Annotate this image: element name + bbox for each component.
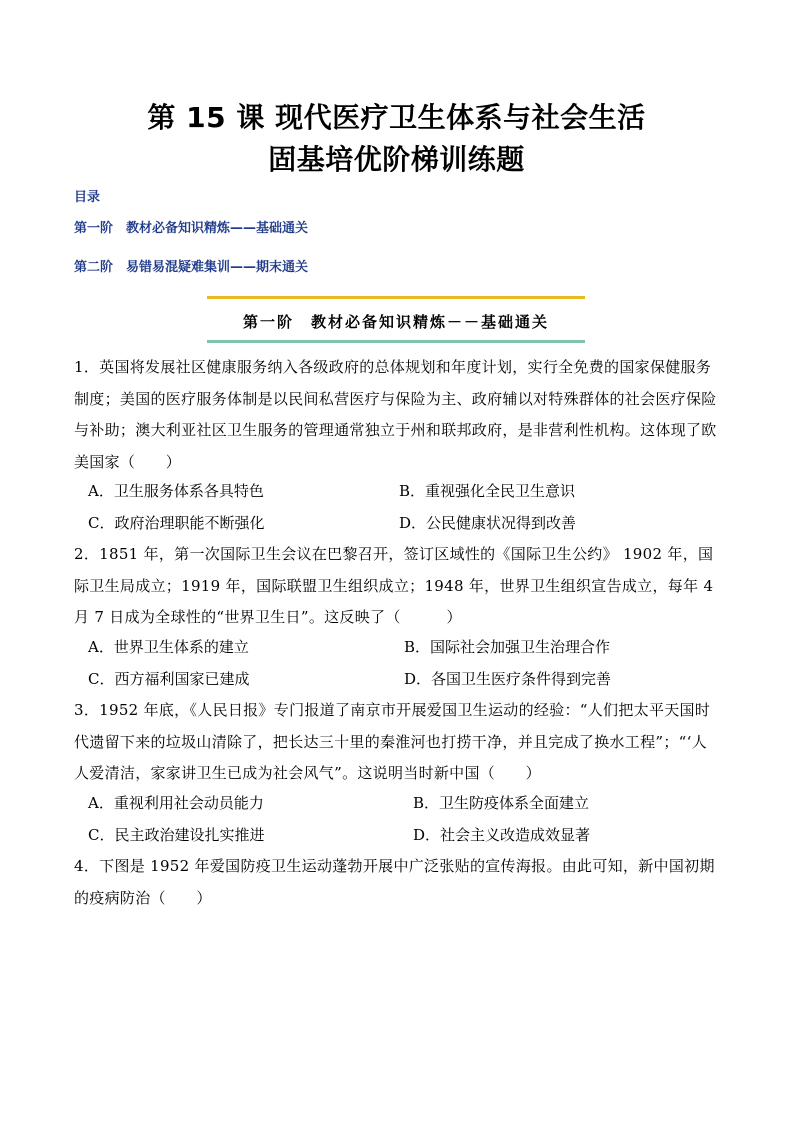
question-2-option-a: A．世界卫生体系的建立 — [88, 638, 249, 656]
question-3-stem: 3．1952 年底，《人民日报》专门报道了南京市开展爱国卫生运动的经验：“人们把太平天国时代遗留下来的垃圾山清除了，把长达三十里的秦淮河也打捞干净，并且完成了换水工程”；“‘人人爱清洁，家家讲卫生已成为社会风气”。这说明当时新中国（ ） — [74, 701, 711, 782]
toc-link-1[interactable]: 第一阶 教材必备知识精炼——基础通关 — [74, 221, 309, 236]
question-4-stem: 4．下图是 1952 年爱国防疫卫生运动蓬勃开展中广泛张贴的宣传海报。由此可知，新中国初期的疫病防治（ ） — [74, 857, 715, 907]
toc-label: 目录 — [74, 190, 101, 205]
question-3-option-b: B．卫生防疫体系全面建立 — [413, 794, 590, 812]
question-2-option-c: C．西方福利国家已建成 — [88, 670, 250, 688]
question-1-option-b: B．重视强化全民卫生意识 — [399, 482, 576, 500]
question-2-option-b: B．国际社会加强卫生治理合作 — [404, 638, 611, 656]
question-3-option-d: D．社会主义改造成效显著 — [413, 826, 591, 844]
question-1-option-c: C．政府治理职能不断强化 — [88, 514, 265, 532]
question-3-option-a: A．重视利用社会动员能力 — [88, 794, 264, 812]
page-subtitle: 固基培优阶梯训练题 — [268, 143, 525, 176]
section-heading: 第一阶 教材必备知识精炼－－基础通关 — [242, 313, 549, 331]
question-1-stem: 1．英国将发展社区健康服务纳入各级政府的总体规划和年度计划，实行全免费的国家保健服务制度；美国的医疗服务体制是以民间私营医疗与保险为主、政府辅以对特殊群体的社会医疗保险与补助；澳大利亚社区卫生服务的管理通常独立于州和联邦政府，是非营利性机构。这体现了欧美国家（ ） — [74, 358, 717, 471]
question-1-option-a: A．卫生服务体系各具特色 — [88, 482, 264, 500]
toc-item-2[interactable] — [74, 256, 308, 275]
section-bottom-rule — [207, 340, 585, 343]
toc-link-2[interactable]: 第二阶 易错易混疑难集训——期末通关 — [74, 260, 309, 275]
toc-item-1[interactable] — [74, 217, 308, 236]
section-top-rule — [207, 296, 585, 299]
question-2-option-d: D．各国卫生医疗条件得到完善 — [404, 670, 612, 688]
question-3-option-c: C．民主政治建设扎实推进 — [88, 826, 265, 844]
question-2-stem: 2．1851 年，第一次国际卫生会议在巴黎召开，签订区域性的《国际卫生公约》 1902 年，国际卫生局成立；1919 年，国际联盟卫生组织成立；1948 年，世界卫生组织宣告成立，每年 4 月 7 日成为全球性的“世界卫生日”。这反映了（ ） — [74, 545, 714, 626]
page-title: 第 15 课 现代医疗卫生体系与社会生活 — [147, 101, 646, 134]
question-1-option-d: D．公民健康状况得到改善 — [399, 514, 577, 532]
